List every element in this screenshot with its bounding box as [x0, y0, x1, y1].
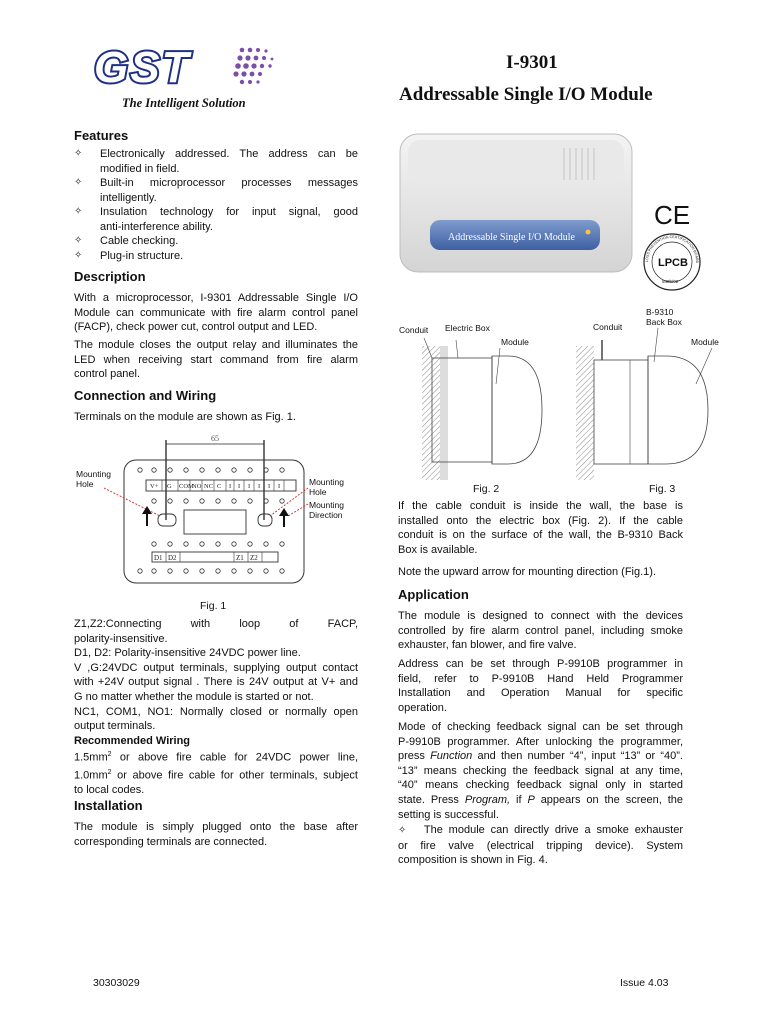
description-paragraph: The module closes the output relay and illuminates the LED when receiving start command from fire alarm control panel. — [74, 339, 358, 381]
fig2-label-module: Module — [501, 337, 529, 347]
logo-tagline: The Intelligent Solution — [122, 96, 246, 110]
fig3-label-back-box: B-9310 Back Box — [646, 307, 682, 327]
fig1-caption: Fig. 1 — [200, 600, 227, 612]
terminal-label: V+ — [150, 483, 159, 490]
installation-heading: Installation — [74, 798, 143, 813]
mounting-paragraph: If the cable conduit is inside the wall, the base is installed onto the electric box (Fig. 2). If the cable conduit is on the surface of the wall, the B-9310 Back Box is available. — [398, 500, 683, 556]
description-heading: Description — [74, 269, 146, 284]
svg-text:548b/02: 548b/02 — [662, 279, 679, 284]
document-number: 30303029 — [93, 977, 140, 989]
terminal-label: G — [167, 483, 172, 490]
feature-item: ✧ Built-in microprocessor processes messages intelligently. — [74, 177, 358, 204]
application-paragraph: The module is designed to connect with the devices controlled by fire alarm control panel, including smoke exhauster, fan blower, and fire valve. — [398, 610, 683, 652]
feature-item: ✧ Cable checking. — [74, 235, 179, 247]
terminal-label: I — [268, 483, 271, 490]
connection-intro: Terminals on the module are shown as Fig. 1. — [74, 411, 296, 423]
ce-mark: CE — [654, 200, 691, 230]
model-number: I-9301 — [506, 52, 558, 73]
feature-item: ✧ Insulation technology for input signal, good anti-interference ability. — [74, 206, 358, 233]
logo-wordmark: GST — [94, 44, 191, 92]
terminal-label: D2 — [168, 554, 177, 562]
svg-text:LOSS PREVENTION CERTIFICATION: LOSS PREVENTION CERTIFICATION BOARD — [644, 234, 700, 264]
application-heading: Application — [398, 587, 469, 602]
terminal-label: NC — [204, 483, 214, 490]
fig1-label-mounting-hole-right: Mounting Hole — [309, 477, 344, 497]
application-paragraph: Address can be set through P-9910B programmer in field, refer to P-9910B Hand Held Programmer Installation and Operation Manual for specific operation. — [398, 658, 683, 714]
product-panel-label: Addressable Single I/O Module — [448, 232, 575, 243]
fig3-caption: Fig. 3 — [649, 483, 676, 495]
lpcb-badge — [642, 232, 702, 292]
description-paragraph: With a microprocessor, I-9301 Addressable Single I/O Module can communicate with fire alarm control panel (FACP), check power cut, control output and LED. — [74, 292, 358, 334]
fig2-label-conduit: Conduit — [399, 325, 429, 335]
application-paragraph: Mode of checking feedback signal can be set through P-9910B programmer. After unlocking the programmer, press Function and then number “4”, input “13” or “40”. “13” means checking the feedback signal at any time, “40” means checking feedback signal only in started state. Press Program, if P appears on the screen, the setting is successful. — [398, 721, 683, 821]
features-heading: Features — [74, 128, 129, 143]
terminal-label: I — [278, 483, 281, 490]
recommended-wiring-heading: Recommended Wiring — [74, 734, 191, 747]
connection-heading: Connection and Wiring — [74, 388, 217, 403]
terminal-label: C — [217, 483, 222, 490]
fig2-caption: Fig. 2 — [473, 483, 500, 495]
mounting-note: Note the upward arrow for mounting direction (Fig.1). — [398, 566, 657, 578]
terminal-label: COM — [179, 483, 194, 490]
product-name: Addressable Single I/O Module — [399, 84, 653, 105]
feature-item: ✧ Electronically addressed. The address can be modified in field. — [74, 148, 358, 175]
issue-number: Issue 4.03 — [620, 977, 669, 989]
svg-text:LPCB: LPCB — [658, 257, 688, 269]
terminal-label: I — [248, 483, 251, 490]
terminal-label: I — [258, 483, 261, 490]
installation-paragraph: The module is simply plugged onto the base after corresponding terminals are connected. — [74, 821, 358, 848]
fig2-label-electric-box: Electric Box — [445, 323, 490, 333]
terminal-label: I — [238, 483, 241, 490]
fig1-label-mounting-hole-left: Mounting Hole — [76, 469, 111, 489]
product-photo — [396, 128, 636, 278]
terminal-label: Z1 — [236, 554, 244, 562]
fig1-label-mounting-direction: Mounting Direction — [309, 500, 344, 520]
fig1-dimension: 65 — [211, 434, 219, 443]
terminal-label: D1 — [154, 554, 163, 562]
fig3-label-module: Module — [691, 337, 719, 347]
application-paragraph: ✧ The module can directly drive a smoke exhauster or fire valve (electrical tripping device). System composition is shown in Fig. 4. — [398, 824, 683, 867]
logo — [92, 44, 302, 100]
mounting-direction-arrow-icon — [142, 506, 289, 527]
terminal-label: Z2 — [250, 554, 258, 562]
fig3-label-conduit: Conduit — [593, 322, 623, 332]
feature-item: ✧ Plug-in structure. — [74, 250, 184, 262]
terminal-description: Z1,Z2:Connecting with loop of FACP, polarity-insensitive. D1, D2: Polarity-insensitive 24VDC power line. V ,G:24VDC output terminals, supplying output contact with +24V output signal . There is 24V output at V+ and G no matter whether the module is started or not. NC1, COM1, NO1: Normally closed or normally open output terminals. Recommended Wiring $1.5mm^2$ or above fire cable for 24VDC power line, $1.0mm^2$ or above fire cable for other terminals, subject to local codes. — [74, 618, 358, 796]
terminal-label: I — [229, 483, 232, 490]
terminal-label: NO — [192, 483, 202, 490]
